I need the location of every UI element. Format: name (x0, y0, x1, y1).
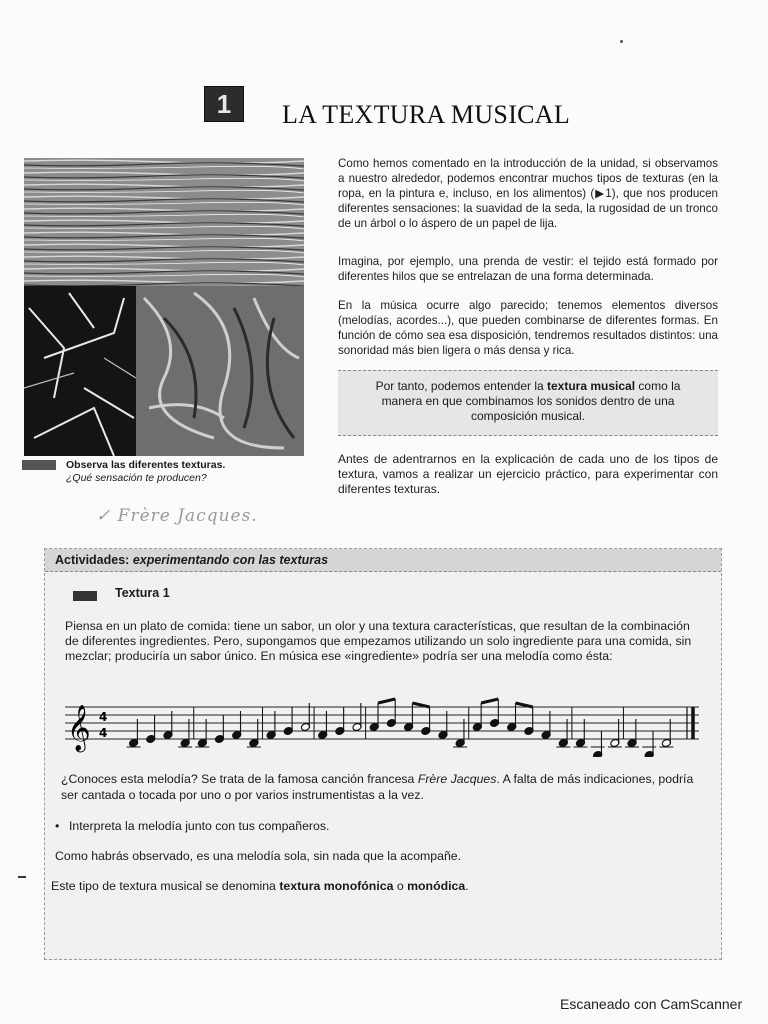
melody-question (61, 771, 711, 803)
note-beam (378, 699, 395, 703)
handwritten-note: ✓ Frère Jacques. (96, 506, 258, 526)
song-title: Frère Jacques (417, 772, 497, 786)
activities-title (55, 553, 328, 567)
note-beam (516, 703, 533, 707)
margin-mark (18, 876, 26, 878)
crumpled-texture (136, 286, 304, 456)
note-beam (412, 703, 429, 707)
bullet-text: Interpreta la melodía junto con tus compañeros. (69, 819, 330, 833)
conclusion-end: . (465, 879, 469, 893)
question-prefix: ¿Conoces esta melodía? Se trata de la famosa canción francesa (61, 772, 418, 786)
scanner-watermark: Escaneado con CamScanner (560, 996, 743, 1012)
melody-staff (65, 697, 699, 757)
textures-photo (24, 158, 304, 456)
activities-box (44, 548, 722, 960)
observation-text: Como habrás observado, es una melodía sola, sin nada que la acompañe. (55, 849, 462, 863)
paragraph-clothing: Imagina, por ejemplo, una prenda de vestir: el tejido está formado por diferentes hilos que se entrelazan de una forma determinada. (338, 255, 718, 283)
caption-line-2: ¿Qué sensación te producen? (66, 472, 207, 484)
figure-number-marker (22, 460, 56, 470)
page-title: LA TEXTURA MUSICAL (282, 100, 571, 129)
definition-term: textura musical (547, 379, 636, 393)
note-beam (481, 699, 498, 703)
texture-icon (73, 591, 97, 601)
time-signature-top: 4 (99, 710, 108, 724)
texture-1-title: Textura 1 (115, 586, 170, 600)
activities-header (45, 549, 721, 572)
activity-intro: Piensa en un plato de comida: tiene un sabor, un olor y una textura características, que resultan de la combinación de diferentes ingredientes. Pero, supongamos que empezamos utilizando un solo ingrediente para una comida, sin mezclar; produciría un sabor único. En música ese «ingrediente» podría ser una melodía como ésta: (65, 619, 692, 663)
activities-subtitle: experimentando con las texturas (129, 553, 329, 567)
paragraph-music: En la música ocurre algo parecido; tenemos elementos diversos (melodías, acordes...), que pueden combinarse de diferentes formas. En función de cómo sea esa disposición, tendremos resultados distintos: una sonoridad más bien ligera o más densa y rica. (338, 299, 718, 357)
definition-box (338, 370, 718, 436)
conclusion-prefix: Este tipo de textura musical se denomina (51, 879, 280, 893)
bullet-icon: • (55, 819, 60, 833)
figure-caption (22, 458, 312, 492)
question-suffix: . A falta de más indicaciones, podría ser cantada o tocada por uno o por varios instrumentistas a la vez. (61, 772, 694, 802)
scan-speck (620, 40, 623, 43)
term-monofonica: textura monofónica (279, 879, 394, 893)
bullet-item (55, 819, 695, 833)
conclusion-text (51, 879, 711, 893)
conclusion-connector: o (393, 879, 408, 893)
definition-text (358, 379, 698, 424)
wood-texture (24, 158, 304, 286)
definition-prefix: Por tanto, podemos entender la (375, 379, 548, 393)
caption-line-1: Observa las diferentes texturas. (66, 459, 226, 471)
section-number-badge: 1 (204, 86, 244, 122)
definition-suffix: como la manera en que combinamos los sonidos dentro de una composición musical. (381, 379, 681, 423)
activities-label: Actividades: (55, 553, 130, 567)
paragraph-exercise-intro: Antes de adentrarnos en la explicación de cada uno de los tipos de textura, vamos a realizar un ejercicio práctico, para experimentar con diferentes texturas. (338, 452, 718, 496)
term-monodica: monódica (407, 879, 466, 893)
paragraph-intro: Como hemos comentado en la introducción de la unidad, si observamos a nuestro alrededor, podemos encontrar muchos tipos de texturas (en la ropa, en la pintura e, incluso, en los alimentos) (▶1), que nos producen diferentes sensaciones: la suavidad de la seda, la rugosidad de un tronco de un árbol o lo áspero de un papel de lija. (338, 157, 718, 230)
treble-clef: 𝄞 (67, 705, 91, 751)
time-signature-bottom: 4 (99, 726, 108, 740)
